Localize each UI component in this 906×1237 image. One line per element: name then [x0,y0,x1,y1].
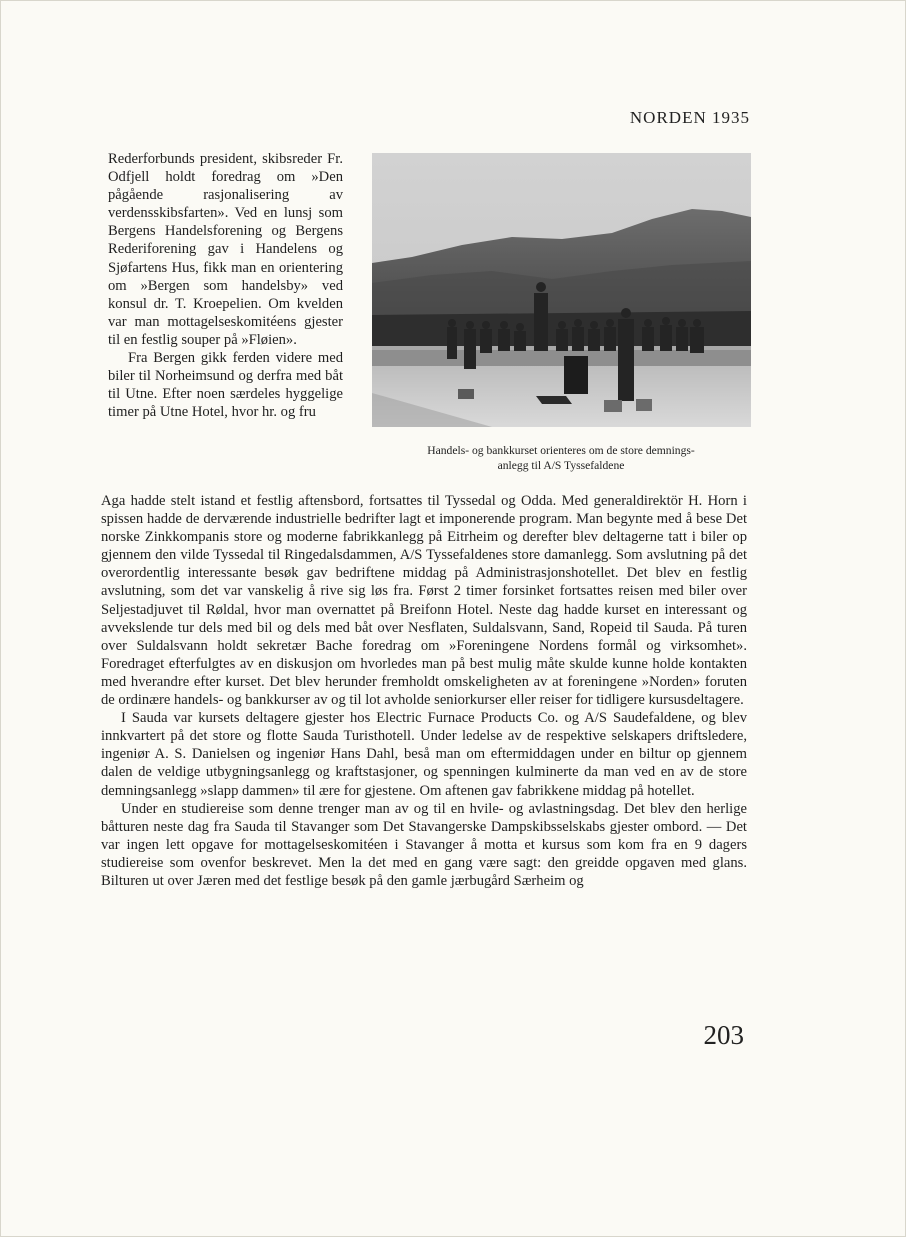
wide-column [101,492,747,890]
dam-photo [372,153,751,427]
paragraph: Fra Bergen gikk ferden videre med biler til Norheimsund og derfra med båt til Utne. Efter noen særdeles hyggelige timer på Utne Hotel, hvor hr. og fru [108,350,343,421]
journal-title: NORDEN [629,108,707,127]
journal-year: 1935 [712,108,750,127]
photo-illustration [372,153,751,427]
paragraph: Rederforbunds president, skibsreder Fr. Odfjell holdt foredrag om »Den pågående rasjonalisering av verdensskibsfarten». Ved en lunsj som Bergens Handelsforening og Bergens Rederiforening gav i Handelens og Sjøfartens Hus, fikk man en orientering om »Bergen som handelsby» ved konsul dr. T. Kroepelien. Om kvelden var man mottagelseskomitéens gjester til en festlig souper på »Fløien». [108,151,343,348]
narrow-column [108,150,343,421]
caption-line: anlegg til A/S Tyssefaldene [497,459,625,472]
paragraph: Aga hadde stelt istand et festlig aftensbord, fortsattes til Tyssedal og Odda. Med generaldirektör H. Horn i spissen hadde de derværende industrielle bedrifter lagt et imponerende program. Man begynte med å bese Det norske Zinkkompanis store og moderne fabrikkanlegg på Eitrheim og derefter blev deltagerne tatt i biler op gjennem den vilde Tyssedal til Ringedalsdammen, A/S Tyssefaldenes store damanlegg. Som avslutning på det overordentlig interessante besøk gav bedriftene middag på Administrasjonshotellet. Det blev en festlig avslutning, som det var vanskelig å rive sig løs fra. Først 2 timer forsinket fortsattes reisen med biler over Seljestadjuvet til Røldal, hvor man overnattet på Breifonn Hotel. Neste dag hadde kurset en interessant og avvekslende tur dels med bil og dels med båt over Nesflaten, Suldalsvann, Sand, Ropeid til Sauda. På turen over Suldalsvann holdt sekretær Bache foredrag om »Foreningene Nordens formål og virksomhet». Foredraget efterfulgtes av en diskusjon om hvorledes man på best mulig måte skulde kunne holde kontakten med hverandre efter kurset. Det blev herunder fremholdt omskeligheten av at foreningene »Norden» foruten de ordinære handels- og bankkurser av og til lot avholde seniorkurser eller reiser for tidligere kursusdeltagere. [101,493,747,709]
caption-line: Handels- og bankkurset orienteres om de store demnings- [427,444,695,457]
paragraph: I Sauda var kursets deltagere gjester hos Electric Furnace Products Co. og A/S Saudefaldene, og blev innkvartert på det store og flotte Sauda Turisthotell. Under ledelse av de respektive selskapers driftsledere, ingeniør A. S. Danielsen og ingeniør Hans Dahl, beså man om eftermiddagen under en biltur op gjennem dalen de veldige utbygningsanlegg og kraftstasjoner, og spenningen kulminerte da man ved en av de store demningsanlegg »slapp dammen» til ære for gjestene. Om aftenen gav fabrikkene middag på hotellet. [101,710,747,799]
paragraph: Under en studiereise som denne trenger man av og til en hvile- og avlastningsdag. Det blev den herlige båtturen neste dag fra Sauda til Stavanger som Det Stavangerske Dampskibsselskabs gjester ombord. — Det var ingen lett opgave for mottagelseskomitéen i Stavanger å motta et kursus som kom fra en 9 dagers studiereise som ovenfor beskrevet. Men la det med en gang være sagt: den greidde opgaven med glans. Bilturen ut over Jæren med det festlige besøk på den gamle jærbugård Særheim og [101,800,747,889]
photo-caption [368,443,754,473]
page-number: 203 [703,1020,744,1050]
running-header [610,108,750,128]
